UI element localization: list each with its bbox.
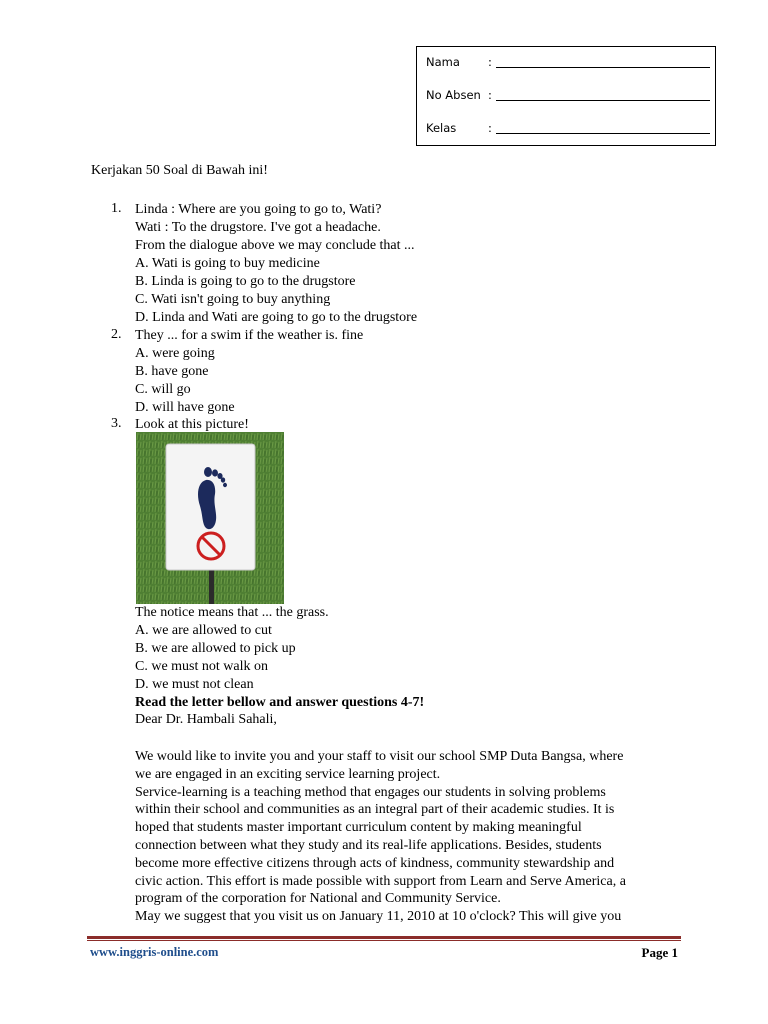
question-2-option-b[interactable]: B. have gone: [135, 364, 209, 379]
absen-row: [426, 88, 716, 104]
absen-label: No Absen: [426, 88, 481, 102]
question-1-prompt: From the dialogue above we may conclude that ...: [135, 238, 415, 253]
question-3-option-d[interactable]: D. we must not clean: [135, 677, 254, 692]
question-1-option-b[interactable]: B. Linda is going to go to the drugstore: [135, 274, 356, 289]
footer-website-link[interactable]: www.inggris-online.com: [90, 945, 219, 959]
question-3-option-b[interactable]: B. we are allowed to pick up: [135, 641, 296, 656]
kelas-colon: :: [488, 121, 492, 135]
letter-line: we are engaged in an exciting service learning project.: [135, 766, 441, 782]
name-colon: :: [488, 55, 492, 69]
question-3-number: 3.: [111, 416, 122, 431]
no-walking-sign-picture: [136, 432, 284, 604]
footer-rule-thin: [87, 940, 681, 941]
question-3-statement: The notice means that ... the grass.: [135, 605, 329, 620]
kelas-row: [426, 121, 716, 137]
absen-colon: :: [488, 88, 492, 102]
question-1-option-a[interactable]: A. Wati is going to buy medicine: [135, 256, 320, 271]
name-field-line[interactable]: [496, 67, 710, 68]
question-1-line: Linda : Where are you going to go to, Wati?: [135, 202, 382, 217]
kelas-field-line[interactable]: [496, 133, 710, 134]
question-1-line: Wati : To the drugstore. I've got a headache.: [135, 220, 381, 235]
letter-paragraph: [135, 748, 675, 908]
page-number: Page 1: [641, 945, 678, 960]
student-identity-box: [416, 46, 716, 146]
no-foot-icon: [136, 432, 284, 604]
question-2-option-d[interactable]: D. will have gone: [135, 400, 235, 415]
question-1-number: 1.: [111, 201, 122, 216]
name-label: Nama: [426, 55, 460, 69]
letter-last-line-text: May we suggest that you visit us on January 11, 2010 at 10 o'clock? This will give you: [135, 909, 622, 924]
letter-last-line: [135, 908, 621, 926]
question-2-option-c[interactable]: C. will go: [135, 382, 191, 397]
letter-line: Service-learning is a teaching method that engages our students in solving problems: [135, 784, 606, 800]
question-3-option-a[interactable]: A. we are allowed to cut: [135, 623, 272, 638]
instruction: Kerjakan 50 Soal di Bawah ini!: [91, 163, 268, 178]
reading-heading: Read the letter bellow and answer questions 4-7!: [135, 695, 425, 710]
question-1-option-d[interactable]: D. Linda and Wati are going to go to the drugstore: [135, 310, 418, 325]
letter-line: program of the corporation for National and Community Service.: [135, 891, 501, 907]
question-3-prompt: Look at this picture!: [135, 417, 249, 432]
letter-line: civic action. This effort is made possible with support from Learn and Serve America, a: [135, 873, 626, 889]
name-row: [426, 55, 716, 71]
absen-field-line[interactable]: [496, 100, 710, 101]
question-2-option-a[interactable]: A. were going: [135, 346, 215, 361]
question-3-option-c[interactable]: C. we must not walk on: [135, 659, 268, 674]
letter-line: within their school and communities as an integral part of their academic studies. It is: [135, 802, 615, 818]
question-2-prompt: They ... for a swim if the weather is. fine: [135, 328, 364, 343]
letter-line: connection between what they study and its real-life applications. Besides, students: [135, 837, 602, 853]
footer-rule: [87, 936, 681, 939]
letter-salutation: Dear Dr. Hambali Sahali,: [135, 712, 277, 727]
letter-line: We would like to invite you and your staff to visit our school SMP Duta Bangsa, where: [135, 749, 624, 764]
question-2-number: 2.: [111, 327, 122, 342]
question-1-option-c[interactable]: C. Wati isn't going to buy anything: [135, 292, 331, 307]
letter-line: become more effective citizens through acts of kindness, community stewardship and: [135, 855, 615, 871]
letter-line: hoped that students master important curriculum content by making meaningful: [135, 820, 582, 836]
kelas-label: Kelas: [426, 121, 457, 135]
